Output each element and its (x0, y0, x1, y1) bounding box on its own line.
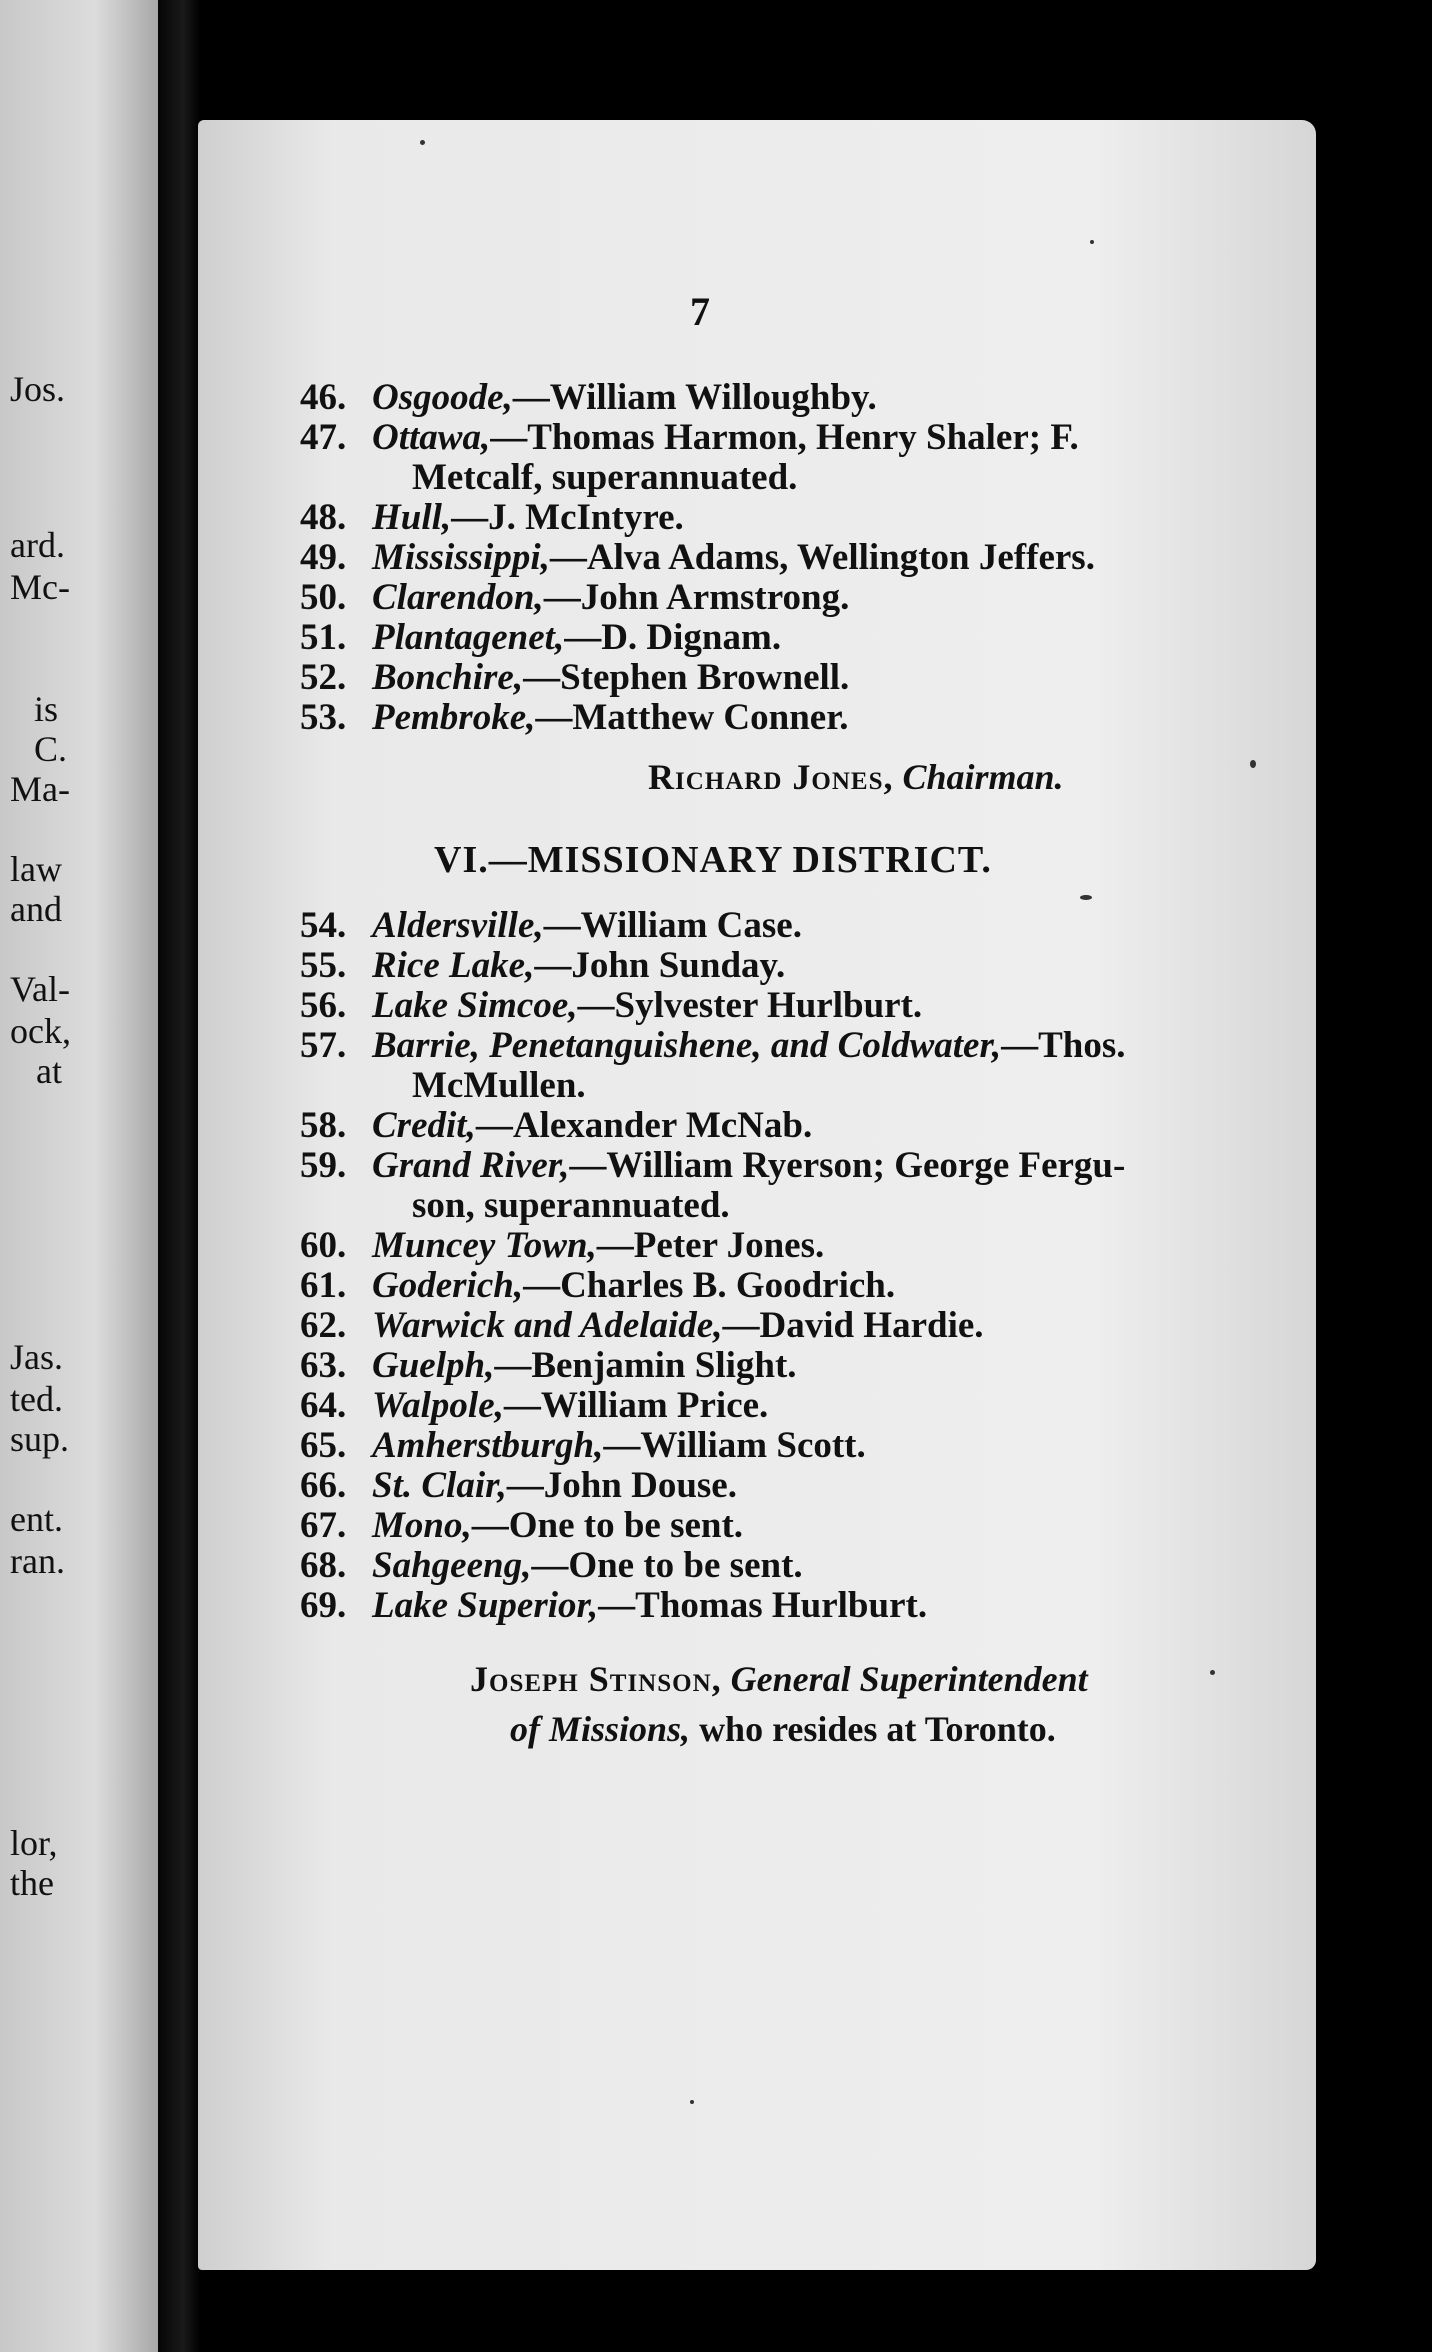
facing-text: Mc- (10, 567, 70, 607)
list-item: 55. Rice Lake,—John Sunday. (300, 945, 786, 986)
facing-text: ock, (10, 1011, 71, 1051)
facing-text: ran. (10, 1541, 65, 1581)
list-item: 67. Mono,—One to be sent. (300, 1505, 744, 1546)
section-heading: VI.—MISSIONARY DISTRICT. (434, 839, 992, 881)
scan-speck (420, 140, 425, 145)
list-item: 50. Clarendon,—John Armstrong. (300, 577, 850, 618)
list-item: 54. Aldersville,—William Case. (300, 905, 802, 946)
list-item: 69. Lake Superior,—Thomas Hurlburt. (300, 1585, 928, 1626)
scan-edge-right (1316, 100, 1432, 2352)
list-item: 68. Sahgeeng,—One to be sent. (300, 1545, 803, 1586)
book-spine (158, 0, 200, 2352)
list-item: 57. Barrie, Penetanguishene, and Coldwater,—Thos. (300, 1025, 1126, 1066)
facing-text: ent. (10, 1499, 63, 1539)
list-item: 66. St. Clair,—John Douse. (300, 1465, 737, 1506)
list-item: 61. Goderich,—Charles B. Goodrich. (300, 1265, 896, 1306)
facing-text: Val- (10, 969, 70, 1009)
list-item: 52. Bonchire,—Stephen Brownell. (300, 657, 850, 698)
facing-page (0, 0, 158, 2352)
list-item: 60. Muncey Town,—Peter Jones. (300, 1225, 825, 1266)
list-item-continuation: McMullen. (412, 1065, 586, 1106)
facing-text: C. (34, 729, 68, 769)
page-number: 7 (690, 289, 710, 334)
list-item: 49. Mississippi,—Alva Adams, Wellington Jeffers. (300, 537, 1095, 578)
list-item: 47. Ottawa,—Thomas Harmon, Henry Shaler; F. (300, 417, 1079, 458)
facing-text: at (36, 1051, 62, 1091)
facing-text: lor, (10, 1823, 58, 1863)
list-item-continuation: Metcalf, superannuated. (412, 457, 798, 498)
scan-speck (1080, 895, 1092, 900)
facing-text: and (10, 889, 62, 929)
list-item: 65. Amherstburgh,—William Scott. (300, 1425, 866, 1466)
list-item-continuation: son, superannuated. (412, 1185, 730, 1226)
facing-text: Jos. (10, 369, 66, 409)
signature-chairman: Richard Jones, Chairman. (648, 757, 1064, 797)
list-item: 63. Guelph,—Benjamin Slight. (300, 1345, 797, 1386)
facing-text: law (10, 849, 62, 889)
list-item: 51. Plantagenet,—D. Dignam. (300, 617, 782, 658)
facing-text: Ma- (10, 769, 70, 809)
scan-speck (690, 2100, 694, 2104)
list-item: 58. Credit,—Alexander McNab. (300, 1105, 813, 1146)
list-item: 59. Grand River,—William Ryerson; George Fergu- (300, 1145, 1126, 1186)
signature-superintendent: Joseph Stinson, General Superintendent (470, 1659, 1088, 1699)
facing-text: the (10, 1863, 54, 1903)
facing-text: ard. (10, 525, 65, 565)
list-item: 46. Osgoode,—William Willoughby. (300, 377, 877, 418)
facing-text: sup. (10, 1419, 70, 1459)
facing-text: is (34, 689, 59, 729)
list-item: 64. Walpole,—William Price. (300, 1385, 769, 1426)
facing-text: Jas. (10, 1337, 63, 1377)
scan-speck (1090, 240, 1094, 244)
facing-text: ted. (10, 1379, 63, 1419)
list-item: 56. Lake Simcoe,—Sylvester Hurlburt. (300, 985, 923, 1026)
list-item: 53. Pembroke,—Matthew Conner. (300, 697, 849, 738)
scan-speck (1250, 760, 1256, 768)
signature-superintendent-line2: of Missions, who resides at Toronto. (510, 1709, 1056, 1749)
scan-speck (1210, 1670, 1215, 1675)
list-item: 48. Hull,—J. McIntyre. (300, 497, 684, 538)
list-item: 62. Warwick and Adelaide,—David Hardie. (300, 1305, 984, 1346)
